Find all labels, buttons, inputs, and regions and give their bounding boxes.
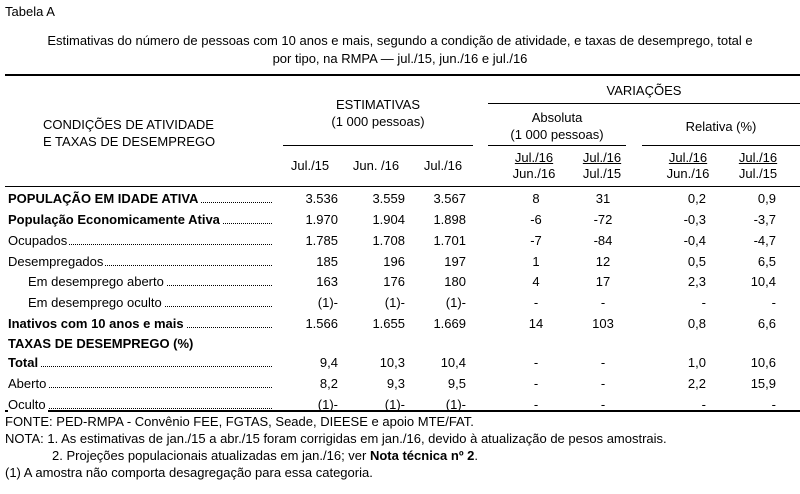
table-cell: 3.559 [372,191,405,206]
table-cell: - [771,295,776,310]
row-label-text: Ocupados [8,233,68,248]
table-cell: -0,3 [683,212,706,227]
table-cell: 0,5 [687,254,706,269]
row-header-label-2: E TAXAS DE DESEMPREGO [43,134,216,149]
row-label [8,376,272,391]
row-label-text: TAXAS DE DESEMPREGO (%) [8,336,194,351]
table-cell: 1.708 [372,233,405,248]
table-cell: 1.904 [372,212,405,227]
table-cell: 1.655 [372,316,405,331]
table-cell: 9,4 [319,355,338,370]
absoluta-rule [488,145,626,146]
col-header-var-c-top: Jul./16 [668,150,708,165]
row-header-label-1: CONDIÇÕES DE ATIVIDADE [43,117,214,132]
table-cell: 10,4 [750,274,776,289]
table-title-line1: Estimativas do número de pessoas com 10 anos e mais, segundo a condição de atividade, e taxas de desemprego, total e [47,33,753,48]
table-cell: 1.785 [305,233,338,248]
table-cell: -84 [593,233,613,248]
header-bottom-rule [5,186,800,187]
table-cell: - [701,295,706,310]
row-label-text: POPULAÇÃO EM IDADE ATIVA [8,191,199,206]
row-label-text: Aberto [8,376,47,391]
top-rule [5,74,800,76]
table-cell: - [533,355,539,370]
table-cell: - [701,397,706,412]
table-cell: 12 [595,254,611,269]
table-cell: 163 [316,274,338,289]
row-label [8,191,272,206]
table-cell: 3.567 [433,191,466,206]
table-cell: (1)- [445,295,466,310]
table-cell: 1.970 [305,212,338,227]
table-cell: 0,8 [687,316,706,331]
leader-dots [8,366,272,367]
table-cell: -4,7 [753,233,776,248]
col-header-var-d-bot: Jul./15 [738,166,778,181]
table-cell: 8,2 [319,376,338,391]
table-cell: (1)- [445,397,466,412]
row-label [8,355,272,370]
absoluta-header: Absoluta [531,110,583,125]
col-header-var-b-top: Jul./16 [582,150,622,165]
table-cell: 2,3 [687,274,706,289]
table-cell: 3.536 [305,191,338,206]
table-cell: 15,9 [750,376,776,391]
variacoes-header: VARIAÇÕES [606,83,682,98]
table-cell: - [600,295,606,310]
table-cell: -7 [530,233,542,248]
source-note: FONTE: PED-RMPA - Convênio FEE, FGTAS, Seade, DIEESE e apoio MTE/FAT. [5,414,474,429]
table-cell: -0,4 [683,233,706,248]
table-cell: 1.566 [305,316,338,331]
bottom-rule [5,410,800,412]
table-cell: 10,4 [440,355,466,370]
row-label-text: População Economicamente Ativa [8,212,220,227]
table-cell: 6,5 [757,254,776,269]
col-header-jul15: Jul./15 [290,158,330,173]
col-header-var-a-top: Jul./16 [514,150,554,165]
estimativas-unit: (1 000 pessoas) [331,114,425,129]
table-cell: 1 [532,254,540,269]
table-cell: (1)- [384,295,405,310]
row-label-text: Em desemprego oculto [28,295,162,310]
table-cell: (1)- [317,295,338,310]
table-cell: -72 [593,212,613,227]
table-cell: 10,3 [379,355,405,370]
table-cell: 17 [595,274,611,289]
row-label-text: Em desemprego aberto [28,274,164,289]
table-cell: 1.898 [433,212,466,227]
col-header-jun16: Jun. /16 [352,158,400,173]
estimativas-rule [283,145,473,146]
row-label-text: Desempregados [8,254,104,269]
table-cell: 8 [532,191,540,206]
table-cell: 2,2 [687,376,706,391]
table-cell: 10,6 [750,355,776,370]
table-cell: 1,0 [687,355,706,370]
col-header-jul16: Jul./16 [423,158,463,173]
table-cell: 196 [383,254,405,269]
table-cell: - [533,376,539,391]
row-label [8,336,328,351]
row-label-text: Oculto [8,397,46,412]
row-label [8,212,272,227]
table-cell: (1)- [384,397,405,412]
col-header-var-c-bot: Jun./16 [666,166,710,181]
relativa-rule [642,145,800,146]
estimativas-header: ESTIMATIVAS [335,97,421,112]
table-cell: 31 [595,191,611,206]
nota-1: NOTA: 1. As estimativas de jan./15 a abr./15 foram corrigidas em jan./16, devido à atualização de pesos amostrais. [5,431,667,446]
row-label-text: Total [8,355,39,370]
table-cell: 6,6 [757,316,776,331]
table-cell: 176 [383,274,405,289]
table-cell: 0,9 [757,191,776,206]
nota-2: 2. Projeções populacionais atualizadas em jan./16; ver Nota técnica nº 2. [52,448,479,463]
table-cell: 197 [444,254,466,269]
table-cell: - [600,397,606,412]
row-label-text: Inativos com 10 anos e mais [8,316,184,331]
col-header-var-d-top: Jul./16 [738,150,778,165]
table-cell: -3,7 [753,212,776,227]
table-cell: 1.701 [433,233,466,248]
table-cell: - [533,397,539,412]
table-cell: 14 [528,316,544,331]
col-header-var-b-bot: Jul./15 [582,166,622,181]
table-cell: - [533,295,539,310]
table-cell: 185 [316,254,338,269]
table-cell: 103 [592,316,614,331]
variacoes-rule [488,103,800,104]
row-label [8,254,272,269]
col-header-var-a-bot: Jun./16 [512,166,556,181]
table-cell: 180 [444,274,466,289]
table-cell: 1.669 [433,316,466,331]
table-cell: 9,5 [447,376,466,391]
table-cell: 4 [532,274,540,289]
footnote: (1) A amostra não comporta desagregação para essa categoria. [5,465,373,480]
table-cell: - [600,355,606,370]
table-cell: -6 [530,212,542,227]
row-label [8,274,272,289]
row-label [8,295,272,310]
table-cell: 9,3 [386,376,405,391]
table-cell: (1)- [317,397,338,412]
table-cell: - [771,397,776,412]
table-title-line2: por tipo, na RMPA — jul./15, jun./16 e jul./16 [272,51,528,66]
table-cell: - [600,376,606,391]
relativa-header: Relativa (%) [685,119,757,134]
row-label [8,316,272,331]
table-cell: 0,2 [687,191,706,206]
table-label: Tabela A [5,4,55,19]
absoluta-unit: (1 000 pessoas) [510,127,604,142]
row-label [8,233,272,248]
